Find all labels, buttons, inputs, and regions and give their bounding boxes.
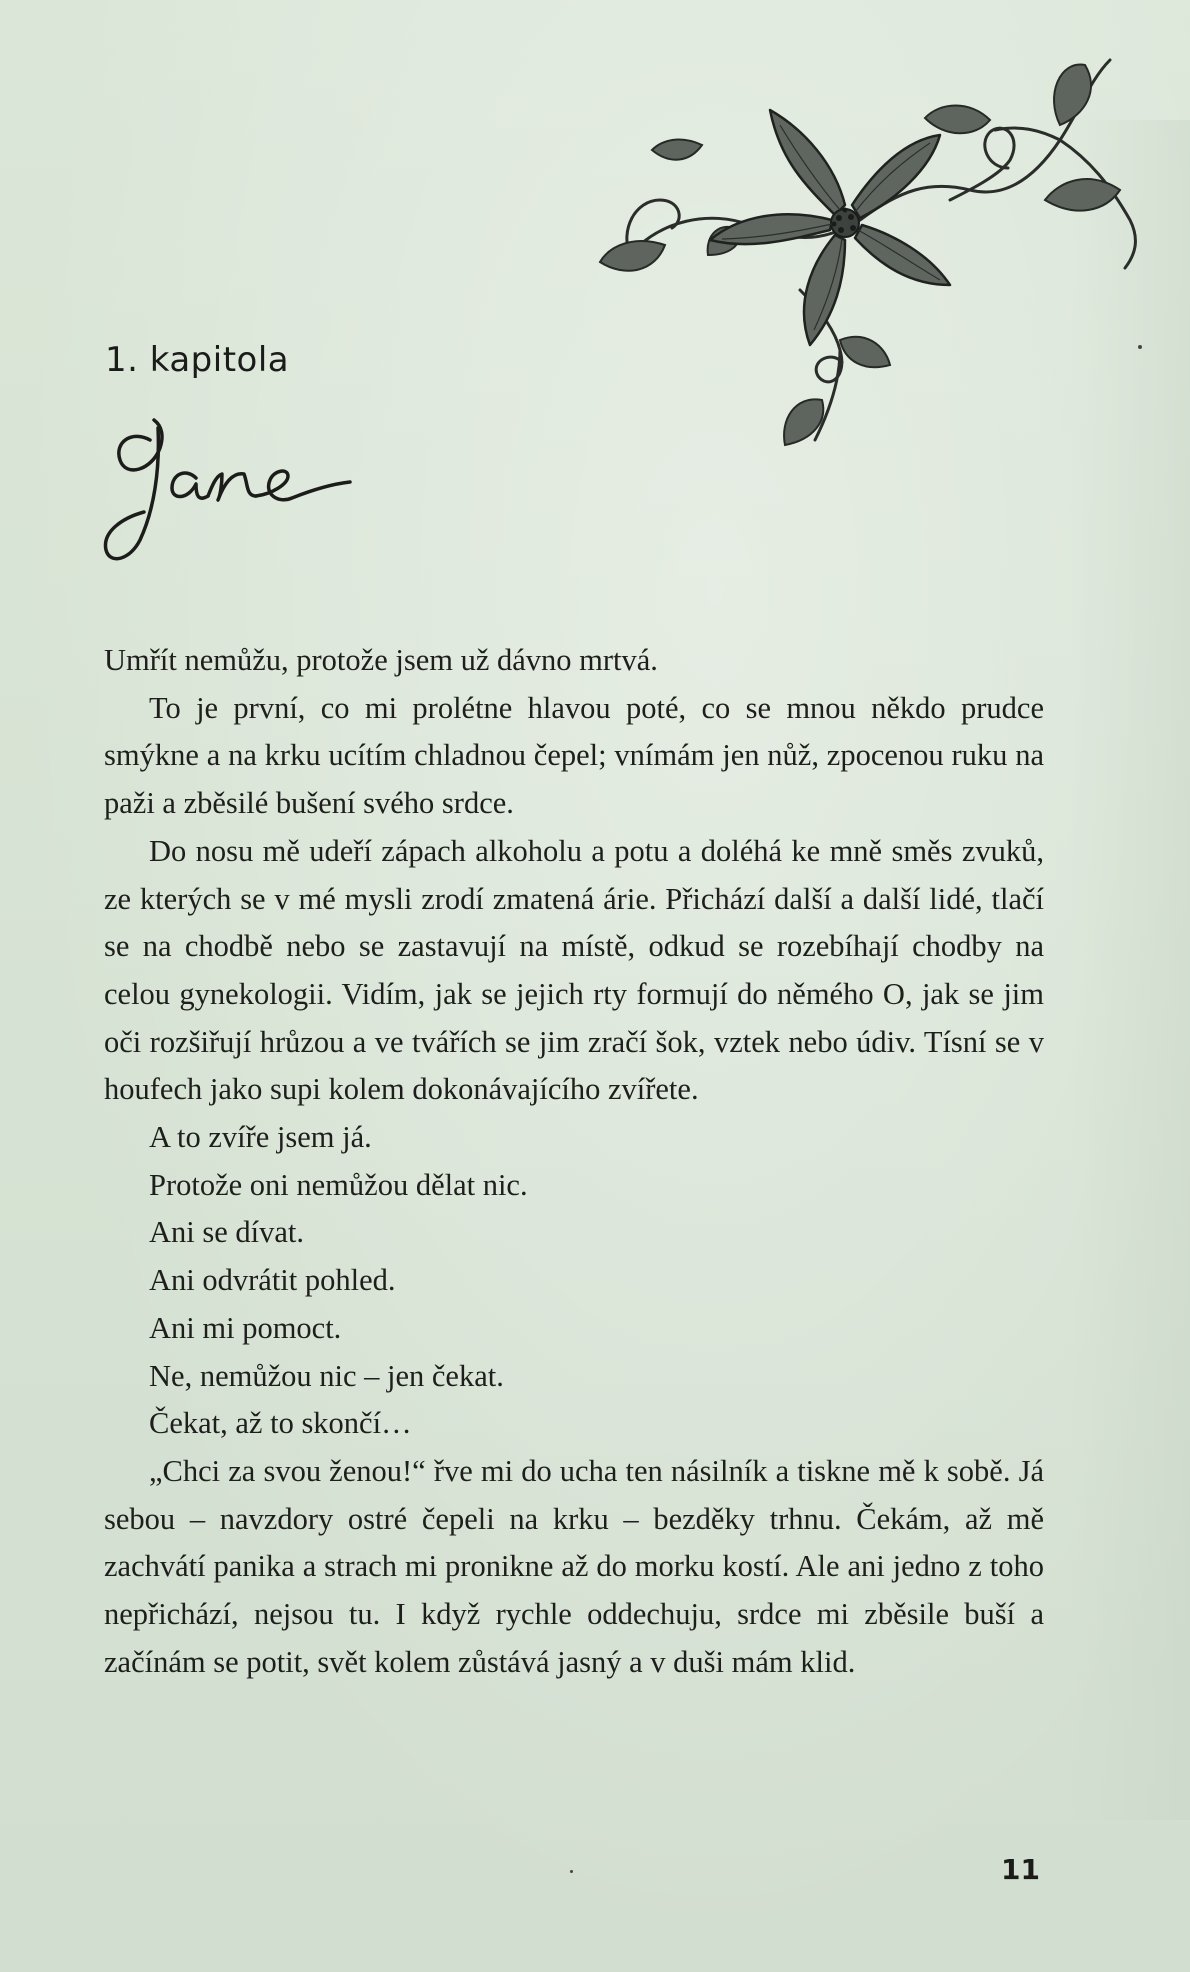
chapter-number: 1. kapitola: [105, 340, 290, 380]
flower-vine-icon: [590, 40, 1150, 470]
paragraph: To je první, co mi prolétne hlavou poté, co se mnou někdo prudce smýkne a na krku ucítím chladnou čepel; vnímám jen nůž, zpocenou ruku na paži a zběsilé bušení svého srdce.: [104, 690, 1044, 821]
paper-speck: [1138, 345, 1142, 349]
paragraph: Do nosu mě udeří zápach alkoholu a potu a doléhá ke mně směs zvuků, ze kterých se v mé mysli zrodí zmatená árie. Přichází další a další lidé, tlačí se na chodbě nebo se zastavují na místě, odkud se rozebíhají chodby na celou gynekologii. Vidím, jak se jejich rty formují do němého O, jak se jim oči rozšiřují hrůzou a ve tvářích se jim zračí šok, vztek nebo údiv. Tísní se v houfech jako supi kolem dokonávajícího zvířete.: [104, 833, 1044, 1107]
paragraph: Ani odvrátit pohled.: [149, 1263, 396, 1298]
paragraph: „Chci za svou ženou!“ řve mi do ucha ten násilník a tiskne mě k sobě. Já sebou – navzdory ostré čepeli na krku – bezděky trhnu. Čekám, až mě zachvátí panika a strach mi pronikne až do morku kostí. Ale ani jedno z toho nepřichází, nejsou tu. I když rychle oddechuju, srdce mi zběsile buší a začínám se potit, svět kolem zůstává jasný a v duši mám klid.: [104, 1453, 1044, 1679]
page-number: 11: [1001, 1853, 1040, 1886]
paragraph: Ani mi pomoct.: [149, 1310, 342, 1345]
paragraph: A to zvíře jsem já.: [149, 1120, 372, 1155]
paper-speck: [570, 1870, 573, 1873]
paragraph: Protože oni nemůžou dělat nic.: [149, 1167, 528, 1202]
chapter-body: [104, 637, 1044, 1686]
paragraph: Čekat, až to skončí…: [149, 1406, 412, 1441]
paragraph: Umřít nemůžu, protože jsem už dávno mrtvá.: [104, 643, 658, 677]
paragraph: Ne, nemůžou nic – jen čekat.: [149, 1358, 504, 1393]
chapter-name: [105, 425, 107, 426]
chapter-name-script: [92, 400, 392, 580]
paragraph: Ani se dívat.: [149, 1215, 305, 1250]
